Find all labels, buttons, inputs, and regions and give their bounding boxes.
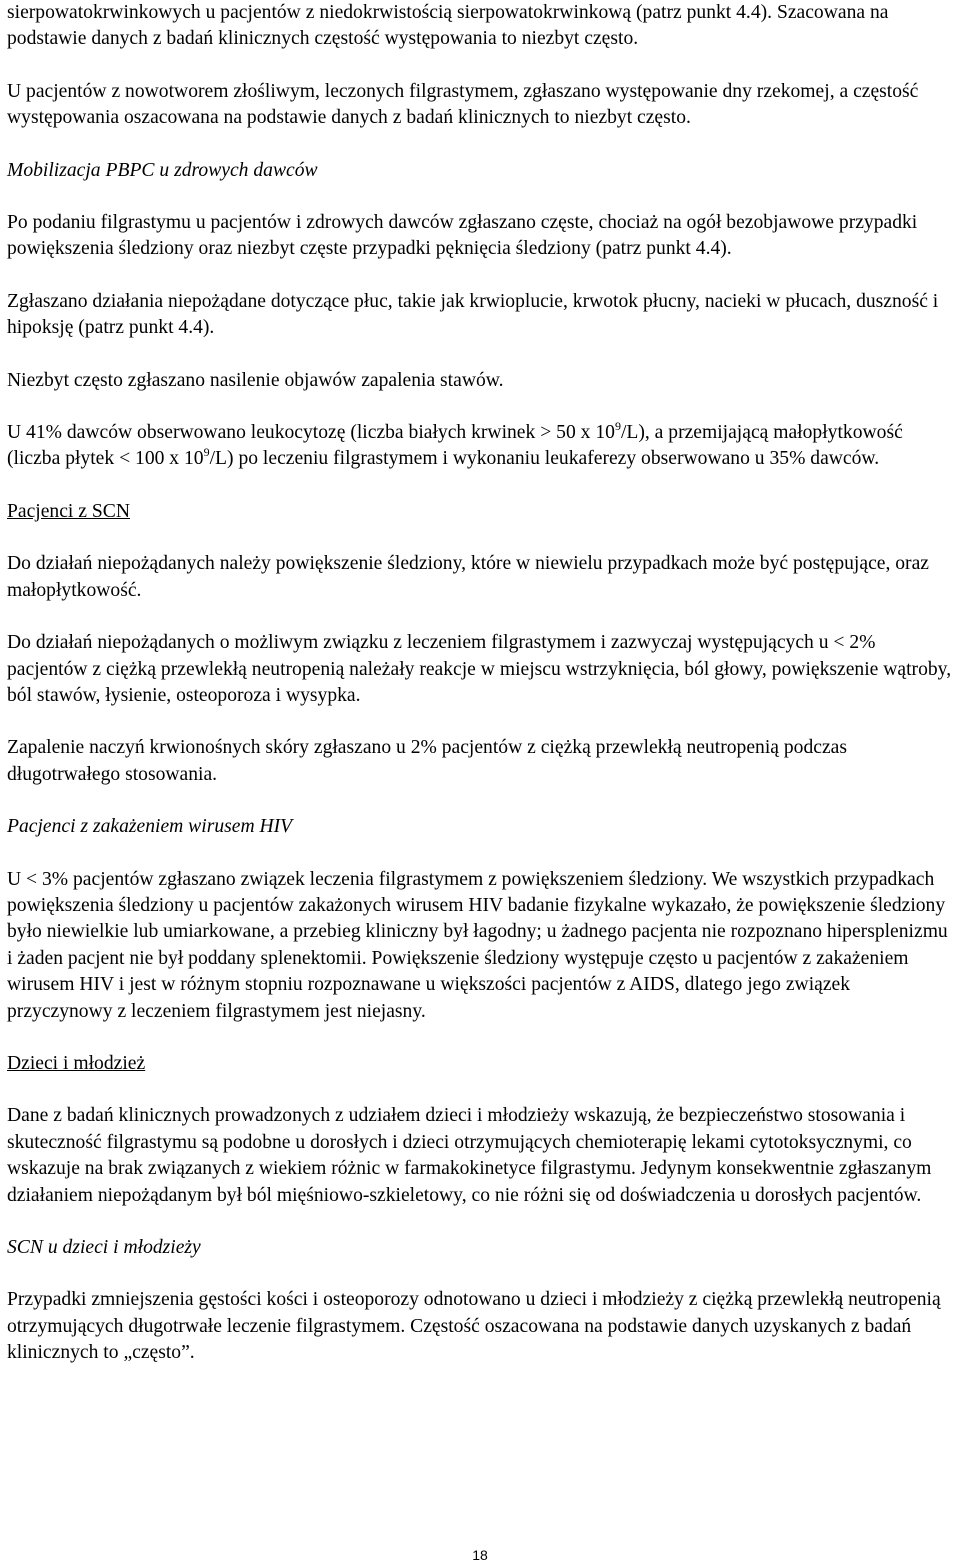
paragraph-pulmonary: Zgłaszano działania niepożądane dotyczące płuc, takie jak krwioplucie, krwotok płucny, nacieki w płucach, duszność i hipoksję (patrz punkt 4.4).	[7, 290, 939, 339]
paragraph-children: Dane z badań klinicznych prowadzonych z udziałem dzieci i młodzieży wskazują, że bezpieczeństwo stosowania i skuteczność filgrastymu są podobne u dorosłych i dzieci otrzymujących chemioterapię lekami cytotoksycznymi, co wskazuje na brak związanych z wiekiem różnic w farmakokinetyce filgrastymu. Jedynym konsekwentnie zgłaszanym działaniem niepożądanym był ból mięśniowo-szkieletowy, co nie różni się od doświadczenia u dorosłych pacjentów.	[7, 1105, 932, 1206]
paragraph-splenomegaly: Po podaniu filgrastymu u pacjentów i zdrowych dawców zgłaszano częste, chociaż na ogół bezobjawowe przypadki powiększenia śledziony oraz niezbyt częste przypadki pęknięcia śledziony (patrz punkt 4.4).	[7, 212, 918, 260]
section-heading-scn-children: SCN u dzieci i młodzieży	[7, 1237, 201, 1258]
section-heading-hiv: Pacjenci z zakażeniem wirusem HIV	[7, 816, 293, 838]
paragraph-sickle-cell: sierpowatokrwinkowych u pacjentów z niedokrwistością sierpowatokrwinkową (patrz punkt 4.4). Szacowana na podstawie danych z badań klinicznych częstość występowania to niezbyt często.	[7, 2, 889, 50]
paragraph-arthritis: Niezbyt często zgłaszano nasilenie objawów zapalenia stawów.	[7, 369, 504, 391]
document-page	[7, 0, 955, 1367]
section-heading-scn: Pacjenci z SCN	[7, 500, 130, 522]
paragraph-osteoporosis: Przypadki zmniejszenia gęstości kości i osteoporozy odnotowano u dzieci i młodzieży z ciężką przewlekłą neutropenią otrzymujących długotrwałe leczenie filgrastymem. Częstość oszacowana na podstawie danych uzyskanych z badań klinicznych to „często”.	[7, 1289, 941, 1364]
paragraph-pseudogout: U pacjentów z nowotworem złośliwym, leczonych filgrastymem, zgłaszano występowanie dny rzekomej, a częstość występowania oszacowana na podstawie danych z badań klinicznych to niezbyt często.	[7, 80, 919, 129]
paragraph-leukocytosis: U 41% dawców obserwowano leukocytozę (liczba białych krwinek > 50 x $10^9/L$), a przemijającą małopłytkowość (liczba płytek < 100 x $10^9/L$) po leczeniu filgrastymem i wykonaniu leukaferezy obserwowano u 35% dawców.	[7, 419, 903, 470]
section-heading-children: Dzieci i młodzież	[7, 1052, 146, 1074]
paragraph-vasculitis: Zapalenie naczyń krwionośnych skóry zgłaszano u 2% pacjentów z ciężką przewlekłą neutropenią podczas długotrwałego stosowania.	[7, 737, 847, 785]
paragraph-hiv: U < 3% pacjentów zgłaszano związek leczenia filgrastymem z powiększeniem śledziony. We wszystkich przypadkach powiększenia śledziony u pacjentów zakażonych wirusem HIV badanie fizykalne wykazało, że powiększenie śledziony było niewielkie lub umiarkowane, a przebieg kliniczny był łagodny; u żadnego pacjenta nie rozpoznano hipersplenizmu i żaden pacjent nie był poddany splenektomii. Powiększenie śledziony występuje często u pacjentów z zakażeniem wirusem HIV i jest w różnym stopniu rozpoznawane u większości pacjentów z AIDS, dlatego jego związek przyczynowy z leczeniem filgrastymem jest niejasny.	[7, 868, 948, 1022]
section-heading-pbpc: Mobilizacja PBPC u zdrowych dawców	[7, 159, 318, 181]
paragraph-scn-spleen: Do działań niepożądanych należy powiększenie śledziony, które w niewielu przypadkach może być postępujące, oraz małopłytkowość.	[7, 553, 929, 601]
page-number: 18	[472, 1547, 488, 1563]
paragraph-scn-reactions: Do działań niepożądanych o możliwym związku z leczeniem filgrastymem i zazwyczaj występujących u < 2% pacjentów z ciężką przewlekłą neutropenią należały reakcje w miejscu wstrzyknięcia, ból głowy, powiększenie wątroby, ból stawów, łysienie, osteoporoza i wysypka.	[7, 632, 952, 706]
